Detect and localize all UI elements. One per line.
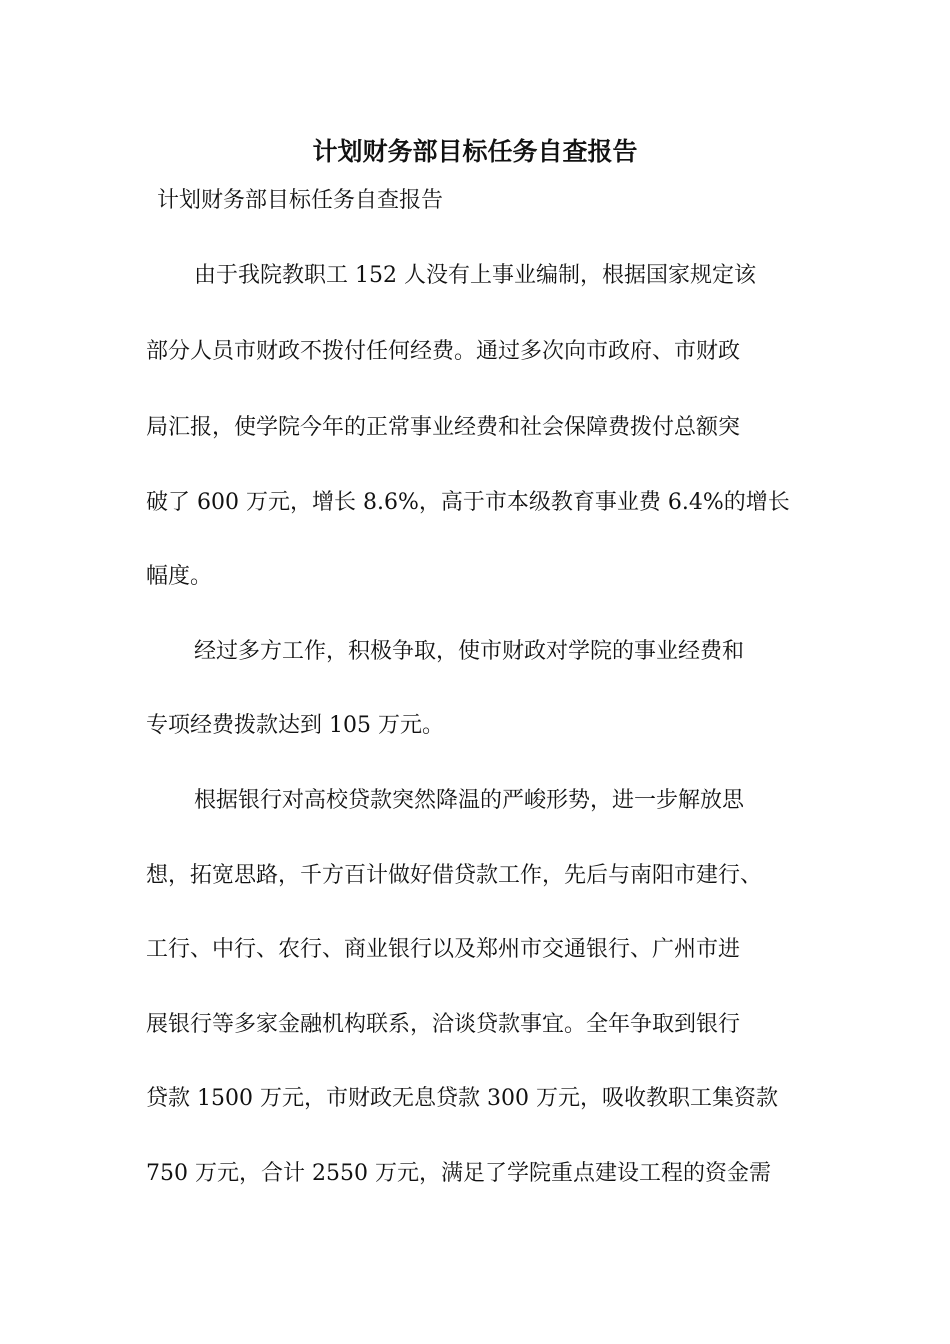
paragraph-line: 破了 600 万元，增长 8.6%，高于市本级教育事业费 6.4%的增长 [146,490,790,515]
paragraph-line: 局汇报，使学院今年的正常事业经费和社会保障费拨付总额突 [146,415,741,440]
paragraph-line: 部分人员市财政不拨付任何经费。通过多次向市政府、市财政 [146,339,741,364]
paragraph-line: 经过多方工作，积极争取，使市财政对学院的事业经费和 [194,639,745,664]
paragraph-line: 贷款 1500 万元，市财政无息贷款 300 万元，吸收教职工集资款 [146,1086,778,1111]
paragraph-line: 由于我院教职工 152 人没有上事业编制，根据国家规定该 [194,263,756,288]
paragraph-line: 根据银行对高校贷款突然降温的严峻形势，进一步解放思 [194,788,745,813]
document-subtitle: 计划财务部目标任务自查报告 [157,188,444,213]
paragraph-line: 专项经费拨款达到 105 万元。 [146,713,444,738]
paragraph-line: 幅度。 [146,564,213,589]
paragraph-line: 展银行等多家金融机构联系，洽谈贷款事宜。全年争取到银行 [146,1012,741,1037]
document-title: 计划财务部目标任务自查报告 [312,137,638,166]
paragraph-line: 工行、中行、农行、商业银行以及郑州市交通银行、广州市进 [146,937,741,962]
paragraph-line: 想，拓宽思路，千方百计做好借贷款工作，先后与南阳市建行、 [146,863,763,888]
paragraph-line: 750 万元，合计 2550 万元，满足了学院重点建设工程的资金需 [146,1161,771,1186]
